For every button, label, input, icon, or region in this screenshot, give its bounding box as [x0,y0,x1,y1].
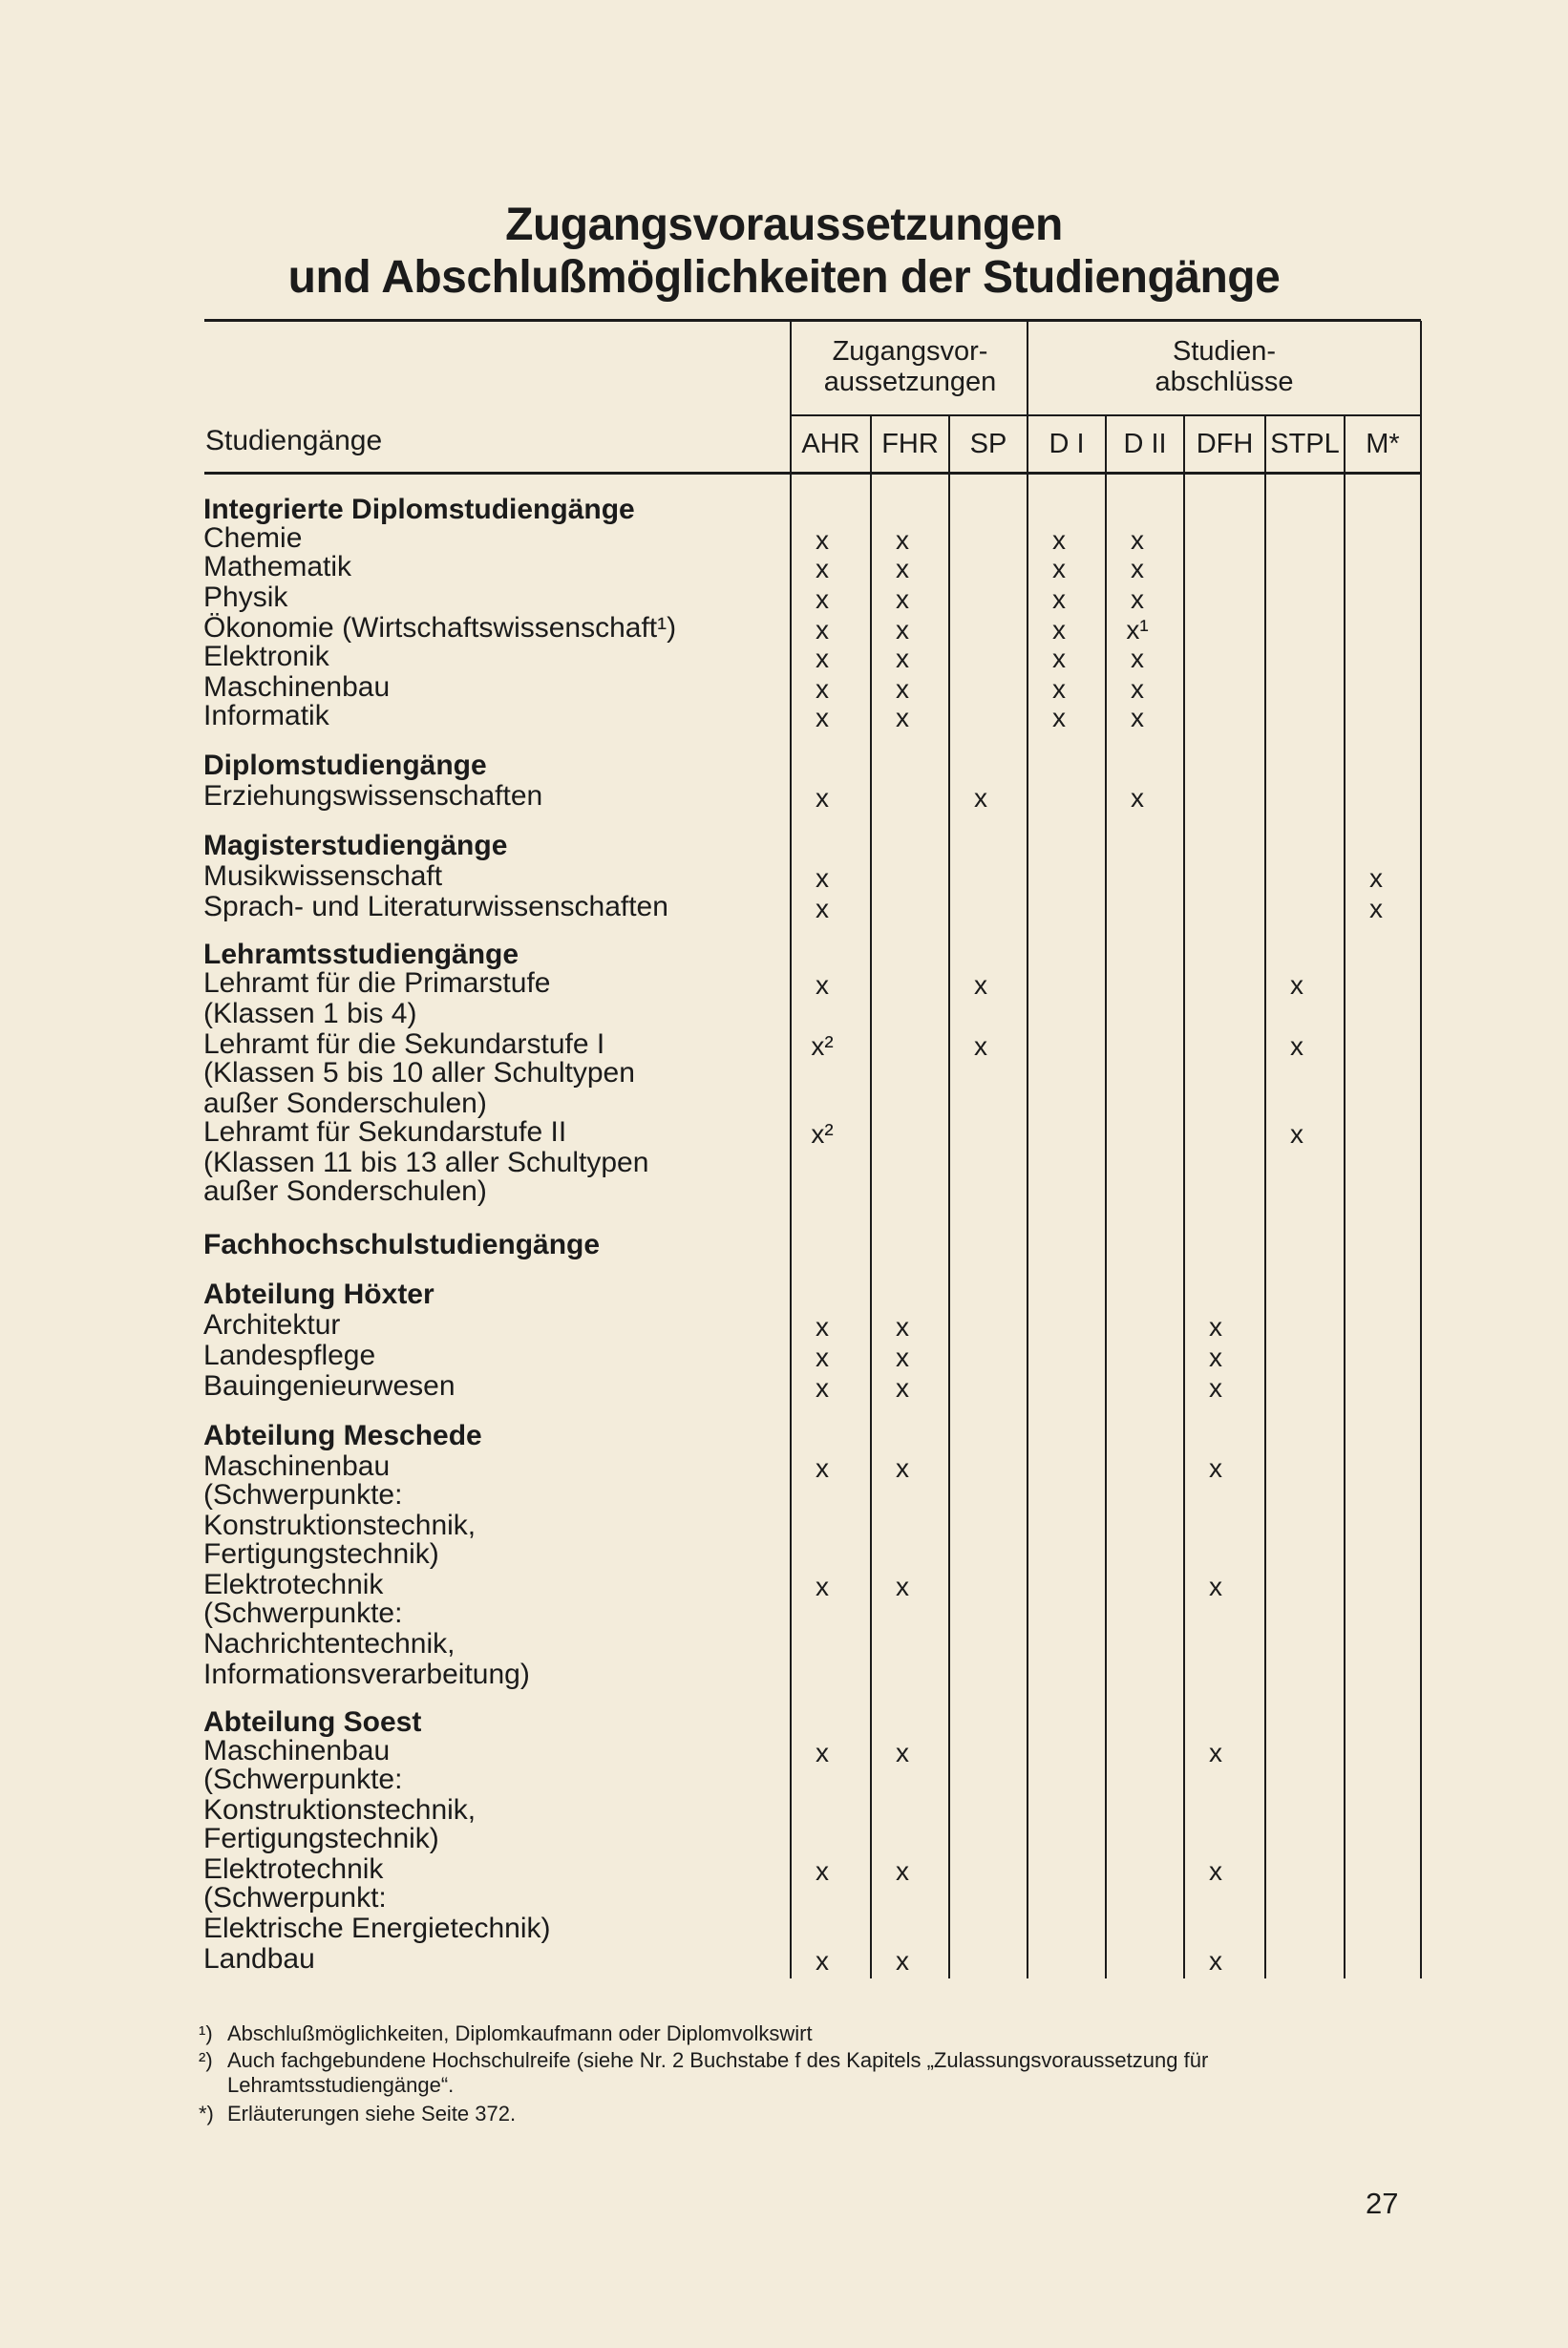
column-rule [870,416,872,1978]
mark-fhr: x [896,1453,909,1483]
course-label: (Klassen 1 bis 4) [203,998,417,1029]
course-label: Elektronik [203,641,329,672]
mark-dfh: x [1209,1453,1222,1483]
section-heading: Integrierte Diplomstudiengänge [203,494,635,525]
section-heading: Abteilung Soest [203,1706,422,1738]
mark-ahr: x [816,1738,829,1767]
column-rule [948,416,950,1978]
mark-d1: x [1052,615,1066,645]
column-header-m: M* [1366,429,1400,459]
mark-fhr: x [896,615,909,645]
course-label: Informatik [203,700,329,731]
mark-fhr: x [896,1373,909,1403]
mark-sp: x [974,1031,987,1061]
mark-d2: x [1131,703,1144,732]
degrees-group-header-line-2: abschlüsse [1155,367,1294,397]
course-label: (Klassen 5 bis 10 aller Schultypen [203,1057,635,1089]
mark-fhr: x [896,703,909,732]
mark-ahr: x [816,1373,829,1403]
course-label: Elektrotechnik [203,1569,384,1600]
section-heading: Fachhochschulstudiengänge [203,1229,601,1260]
mark-d1: x [1052,525,1066,555]
mark-dfh: x [1209,1312,1222,1342]
page-title-line-2: und Abschlußmöglichkeiten der Studiengänge [287,252,1281,303]
course-label: Maschinenbau [203,671,391,703]
mark-sp: x [974,783,987,813]
course-label: Bauingenieurwesen [203,1370,456,1402]
mark-d1: x [1052,584,1066,614]
footnote [199,2101,516,2126]
course-label: Fertigungstechnik) [203,1538,439,1570]
mark-d2: x [1131,525,1144,555]
footnote [199,2047,1208,2073]
mark-m: x [1369,863,1383,893]
mark-ahr: x [816,1856,829,1886]
course-label: Lehramt für Sekundarstufe II [203,1116,567,1148]
footnote-marker: ¹) [199,2021,213,2045]
mark-fhr: x [896,1343,909,1372]
page-number: 27 [1366,2187,1399,2220]
mark-fhr: x [896,1946,909,1976]
course-label: Maschinenbau [203,1735,391,1766]
mark-stpl: x [1290,1119,1303,1149]
column-header-d2: D II [1123,429,1167,459]
mark-fhr: x [896,1572,909,1601]
degrees-group-header-line-1: Studien- [1172,336,1276,367]
degrees-group-header [1029,336,1419,397]
course-label: Elektrische Energietechnik) [203,1913,551,1944]
course-label: Musikwissenschaft [203,860,443,892]
column-rule [1420,321,1422,1978]
mark-fhr: x [896,1856,909,1886]
column-header-d1: D I [1049,429,1085,459]
mark-fhr: x [896,644,909,673]
section-heading: Magisterstudiengänge [203,830,508,861]
course-label: Landbau [203,1943,315,1975]
mark-stpl: x [1290,970,1303,1000]
column-rule [1027,321,1028,1978]
table-top-rule [204,319,1421,322]
mark-fhr: x [896,584,909,614]
mark-d1: x [1052,674,1066,704]
column-header-stpl: STPL [1270,429,1340,459]
course-label: (Schwerpunkte: [203,1479,403,1511]
mark-fhr: x [896,674,909,704]
column-rule [1344,416,1346,1978]
mark-dfh: x [1209,1343,1222,1372]
course-label: (Schwerpunkte: [203,1597,403,1629]
mark-fhr: x [896,1312,909,1342]
mark-d2: x [1131,644,1144,673]
mark-ahr: x [816,894,829,923]
mark-stpl: x [1290,1031,1303,1061]
mark-ahr: x [816,674,829,704]
mark-dfh: x [1209,1572,1222,1601]
footnote-text: Lehramtsstudiengänge“. [227,2073,455,2097]
footnote [199,2072,454,2098]
mark-d2: x [1131,674,1144,704]
course-label: Konstruktionstechnik, [203,1510,477,1541]
mark-d2: x¹ [1126,615,1149,645]
mark-fhr: x [896,1738,909,1767]
mark-d2: x [1131,584,1144,614]
mark-dfh: x [1209,1856,1222,1886]
access-group-header [793,336,1028,397]
mark-ahr: x [816,525,829,555]
course-label: Physik [203,582,288,613]
mark-fhr: x [896,554,909,583]
mark-ahr: x [816,584,829,614]
mark-ahr: x [816,1453,829,1483]
footnote-text: Auch fachgebundene Hochschulreife (siehe Nr. 2 Buchstabe f des Kapitels „Zulassungsvoraussetzung für [227,2048,1209,2072]
mark-ahr: x [816,615,829,645]
course-label: Landespflege [203,1340,376,1371]
mark-ahr: x [816,1572,829,1601]
column-header-ahr: AHR [801,429,860,459]
course-label: Mathematik [203,551,352,582]
course-label: Fertigungstechnik) [203,1823,439,1854]
footnote-text: Erläuterungen siehe Seite 372. [227,2102,517,2126]
footnote [199,2020,813,2046]
course-label: Lehramt für die Primarstufe [203,967,551,999]
section-heading: Lehramtsstudiengänge [203,939,519,970]
footnote-text: Abschlußmöglichkeiten, Diplomkaufmann oder Diplomvolkswirt [227,2021,813,2045]
mark-ahr: x [816,703,829,732]
course-label: (Klassen 11 bis 13 aller Schultypen [203,1147,649,1178]
mark-ahr: x² [811,1119,834,1149]
footnote-marker: *) [199,2102,214,2126]
column-header-fhr: FHR [881,429,939,459]
mark-fhr: x [896,525,909,555]
mark-ahr: x [816,1343,829,1372]
page-title-line-1: Zugangsvoraussetzungen [505,200,1063,250]
mark-d2: x [1131,554,1144,583]
column-rule [1105,416,1107,1978]
mark-ahr: x [816,644,829,673]
mark-sp: x [974,970,987,1000]
mark-ahr: x [816,970,829,1000]
mark-ahr: x [816,554,829,583]
footnote-marker: ²) [199,2048,213,2072]
mark-d1: x [1052,703,1066,732]
mark-dfh: x [1209,1373,1222,1403]
section-heading: Abteilung Höxter [203,1279,434,1310]
mark-m: x [1369,894,1383,923]
access-group-header-line-1: Zugangsvor- [832,336,988,367]
course-label: Informationsverarbeitung) [203,1659,530,1690]
column-rule [1264,416,1266,1978]
course-label: Erziehungswissenschaften [203,780,543,812]
mark-ahr: x [816,1946,829,1976]
course-label: Architektur [203,1309,341,1341]
course-label: Chemie [203,522,303,554]
section-heading: Abteilung Meschede [203,1420,482,1451]
header-bottom-rule [204,472,1421,475]
section-heading: Diplomstudiengänge [203,750,487,781]
mark-ahr: x [816,1312,829,1342]
mark-dfh: x [1209,1738,1222,1767]
course-label: Lehramt für die Sekundarstufe I [203,1028,605,1060]
course-label: Maschinenbau [203,1450,391,1482]
mark-d2: x [1131,783,1144,813]
course-label: außer Sonderschulen) [203,1088,487,1119]
course-label: Nachrichtentechnik, [203,1628,456,1660]
column-header-sp: SP [969,429,1007,459]
mark-ahr: x² [811,1031,834,1061]
mark-dfh: x [1209,1946,1222,1976]
mark-d1: x [1052,554,1066,583]
mark-ahr: x [816,863,829,893]
mark-d1: x [1052,644,1066,673]
course-label: (Schwerpunkt: [203,1882,387,1914]
course-label: außer Sonderschulen) [203,1175,487,1207]
course-label: Elektrotechnik [203,1853,384,1885]
access-group-header-line-2: aussetzungen [823,367,997,397]
row-label-header: Studiengänge [205,425,383,456]
course-label: Konstruktionstechnik, [203,1794,477,1826]
column-rule [1183,416,1185,1978]
column-header-dfh: DFH [1196,429,1254,459]
mark-ahr: x [816,783,829,813]
course-label: Sprach- und Literaturwissenschaften [203,891,668,922]
column-rule [790,321,792,1978]
course-label: Ökonomie (Wirtschaftswissenschaft¹) [203,612,677,644]
course-label: (Schwerpunkte: [203,1764,403,1795]
